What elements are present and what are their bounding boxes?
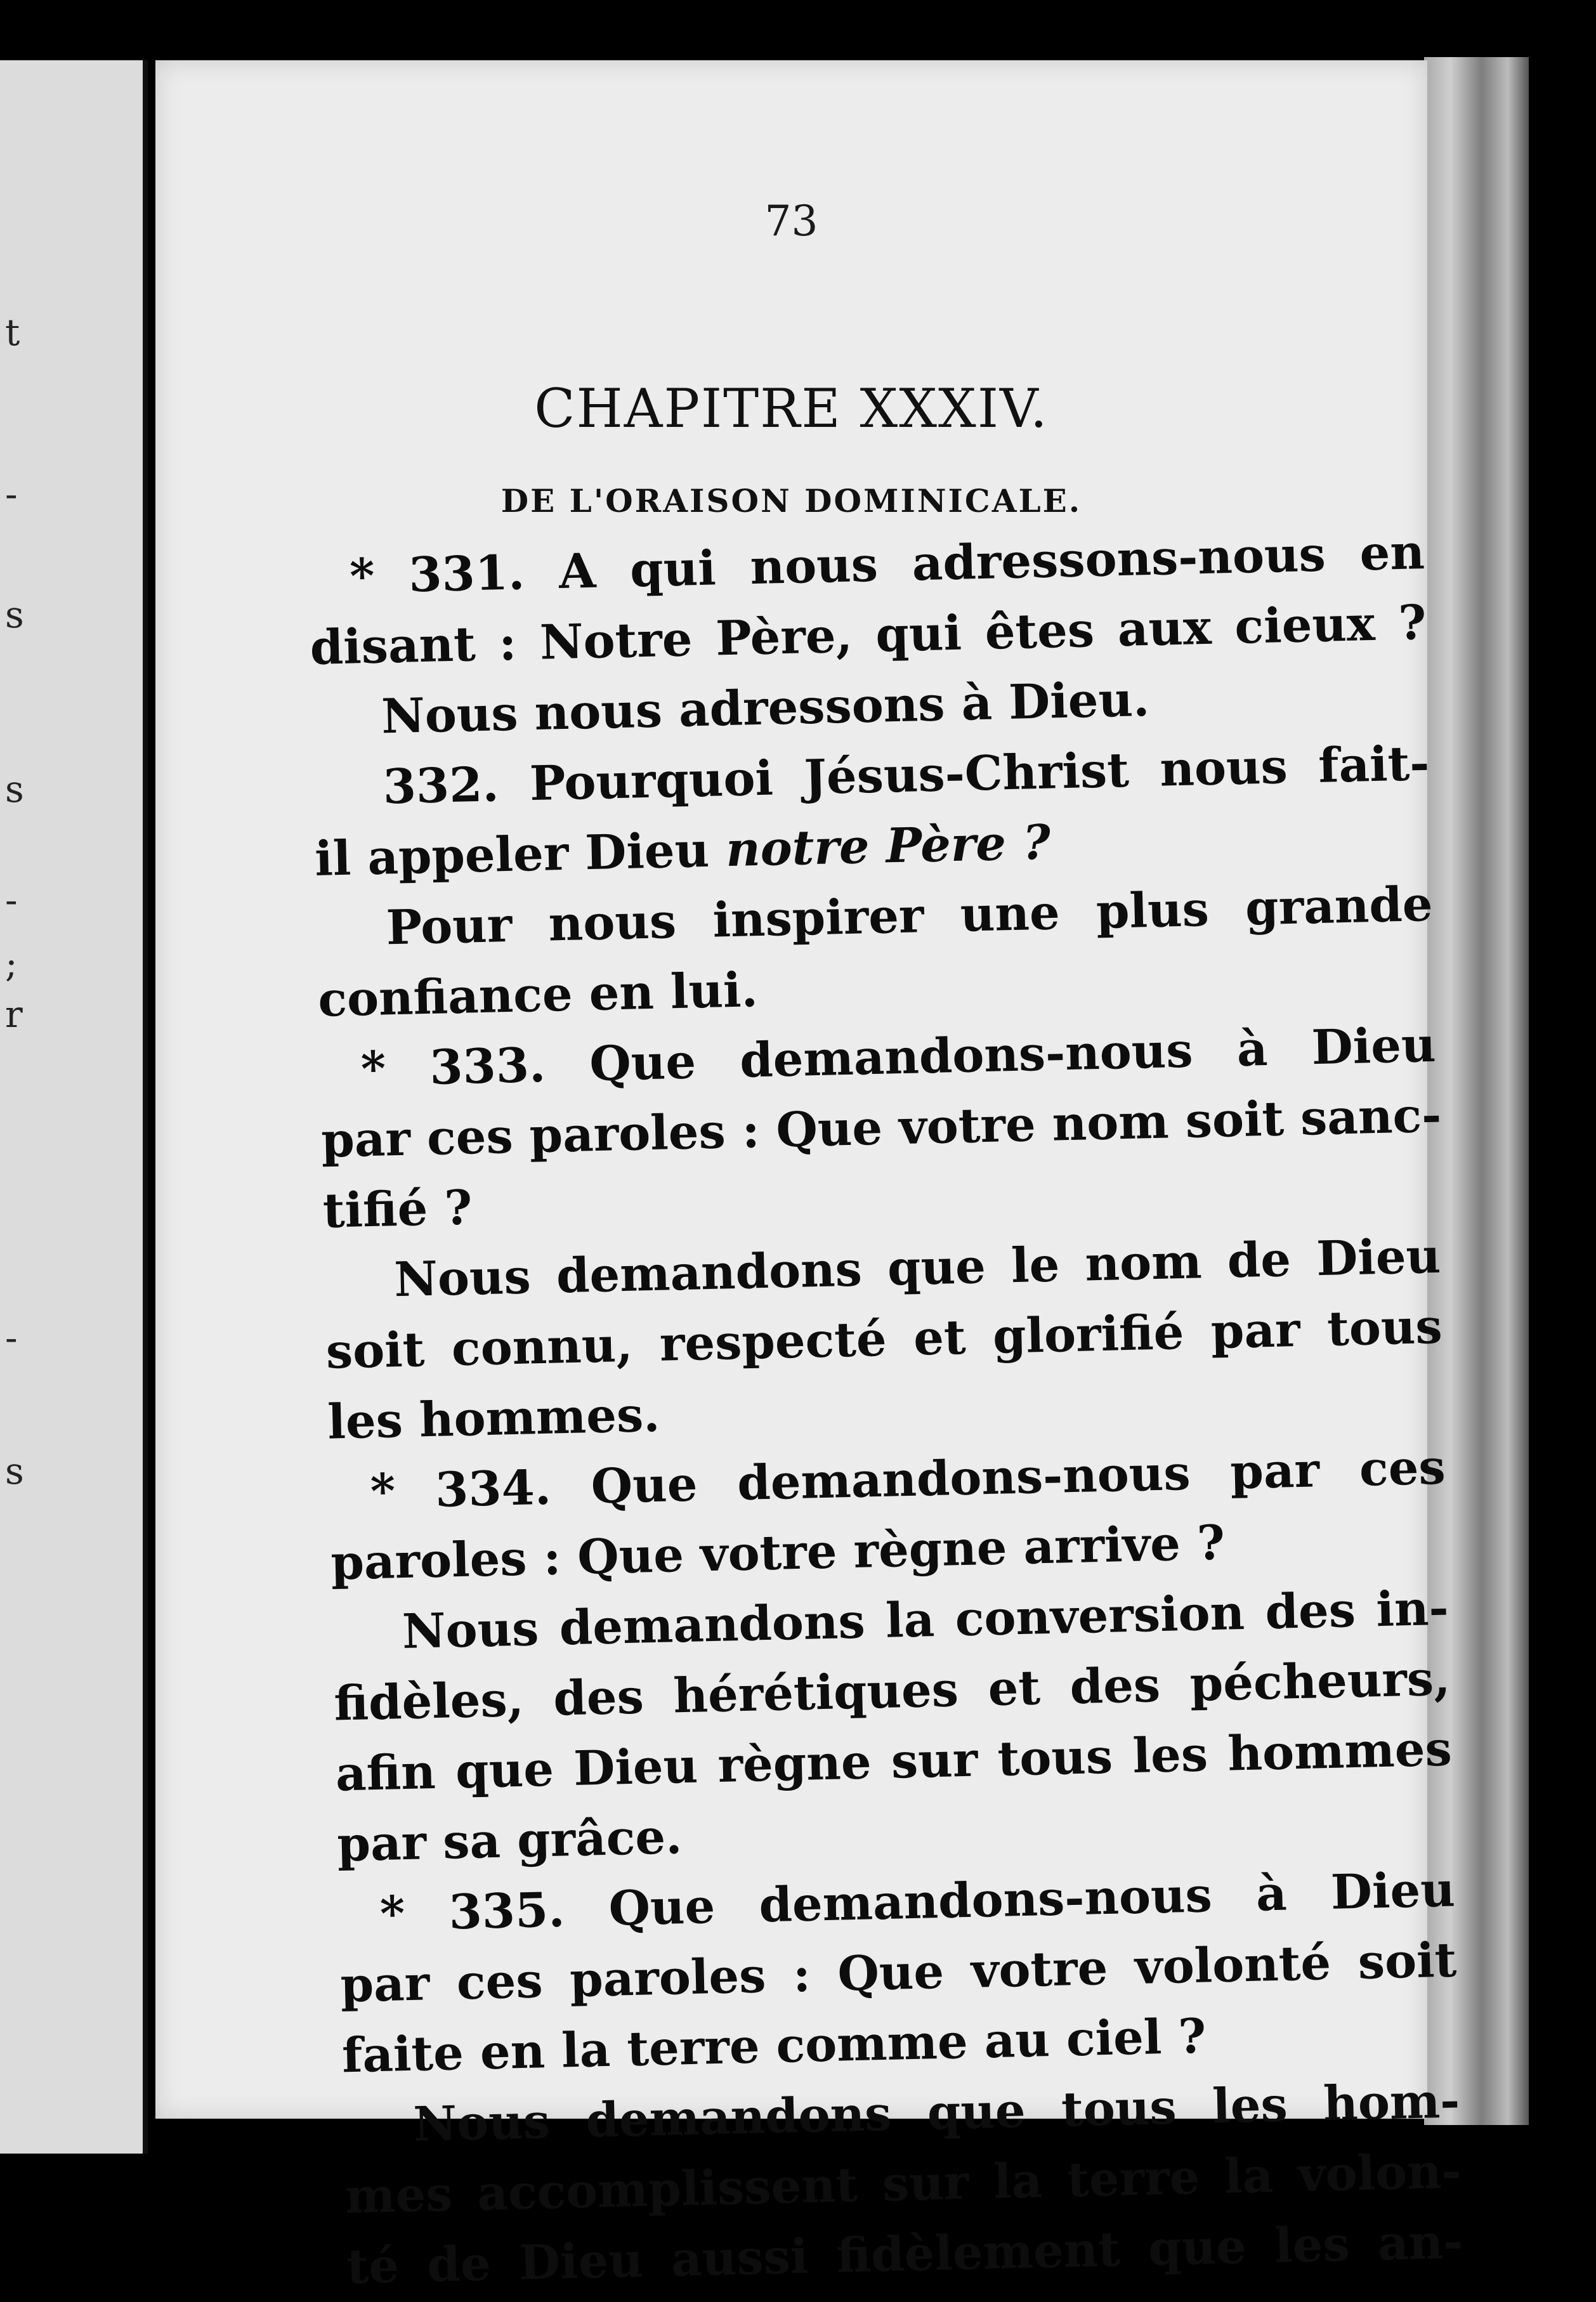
body-text — [308, 517, 1464, 2302]
text-line: * 331. A qui nous adressons-nous en — [349, 524, 1425, 605]
text-line: faite en la terre comme au ciel ? — [341, 2008, 1207, 2084]
text-line: Nous demandons que tous les hom- — [412, 2072, 1461, 2152]
left-page-fragment: - — [5, 1316, 18, 1359]
text-line: * 333. Que demandons-nous à Dieu — [360, 1016, 1437, 1097]
left-page-fragment: s — [5, 1449, 24, 1493]
text-line: * 335. Que demandons-nous à Dieu — [379, 1861, 1456, 1942]
text-line: les hommes. — [327, 1386, 661, 1450]
text-line: Nous nous adressons à Dieu. — [381, 670, 1151, 745]
text-line: par ces paroles : Que votre nom soit sanc- — [320, 1087, 1442, 1168]
text-line: Nous demandons la conversion des in- — [401, 1579, 1449, 1660]
left-page-fragment: - — [5, 473, 18, 516]
text-line: par ces paroles : Que votre volonté soit — [339, 1932, 1458, 2013]
left-facing-page — [0, 60, 148, 2154]
text-line: tifié ? — [322, 1179, 473, 1239]
left-page-fragment: ; — [5, 942, 18, 985]
text-line: * 334. Que demandons-nous par ces — [369, 1439, 1446, 1520]
text-line-plain: il appeler Dieu — [314, 821, 727, 887]
left-page-fragment: t — [5, 311, 20, 354]
text-line: mes accomplissent sur la terre la volon- — [344, 2143, 1462, 2225]
text-line-italic: notre Père ? — [725, 814, 1051, 878]
left-page-fragment: r — [5, 993, 23, 1036]
left-page-fragment: s — [5, 593, 24, 636]
text-line: Nous demandons que le nom de Dieu — [393, 1227, 1441, 1308]
chapter-subtitle: DE L'ORAISON DOMINICALE. — [500, 482, 1082, 520]
text-line: fidèles, des hérétiques et des pécheurs, — [333, 1650, 1451, 1732]
text-line: Pour nous inspirer une plus grande — [385, 875, 1434, 956]
page-number: 73 — [764, 197, 818, 245]
text-line: afin que Dieu règne sur tous les hommes — [335, 1720, 1453, 1802]
text-line: par sa grâce. — [336, 1808, 683, 1873]
text-line: confiance en lui. — [317, 962, 759, 1028]
book-page — [155, 60, 1464, 2295]
text-line: 332. Pourquoi Jésus-Christ nous fait- — [382, 735, 1430, 815]
chapter-title: CHAPITRE XXXIV. — [534, 377, 1049, 440]
left-page-fragment: s — [5, 768, 24, 811]
text-line: disant : Notre Père, qui êtes aux cieux ? — [309, 594, 1427, 676]
text-line: té de Dieu aussi fidèlement que les an- — [346, 2213, 1464, 2295]
left-page-fragment: - — [5, 879, 18, 922]
text-line: paroles : Que votre règne arrive ? — [330, 1514, 1226, 1591]
text-line: soit connu, respecté et glorifié par tous — [325, 1298, 1443, 1380]
